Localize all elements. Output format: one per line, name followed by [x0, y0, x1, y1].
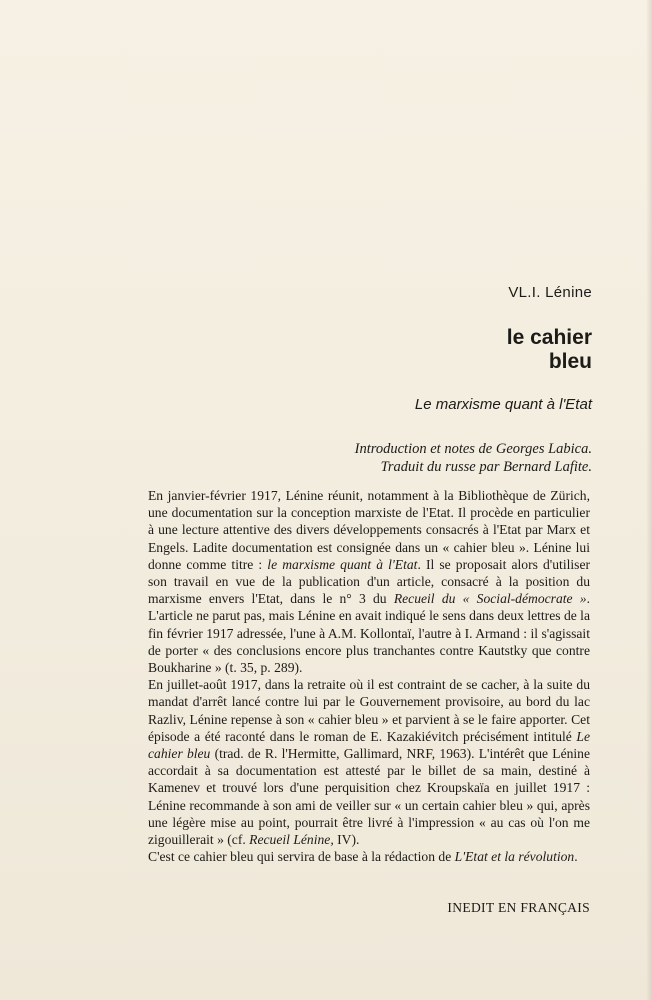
unpublished-notice: INEDIT EN FRANÇAIS	[447, 900, 590, 915]
p2-italic-novel: Le cahier bleu	[148, 728, 590, 762]
book-subtitle: Le marxisme quant à l'Etat	[414, 396, 592, 413]
p1-italic-title: le marxisme quant à l'Etat	[267, 556, 418, 572]
blurb-paragraph-3	[148, 848, 590, 865]
credits-translation: Traduit du russe par Bernard Lafite.	[380, 459, 592, 475]
p3-text-c: .	[574, 849, 578, 865]
blurb-paragraph-2	[148, 676, 590, 848]
p2-italic-recueil: Recueil Lénine,	[249, 832, 334, 848]
book-title	[507, 326, 592, 374]
page-edge-shadow	[646, 0, 652, 1000]
author-name: VL.I. Lénine	[508, 284, 592, 301]
p3-italic-work: L'Etat et la révolution	[454, 849, 575, 865]
p1-text-e: . L'article ne parut pas, mais Lénine en avait indiqué le sens dans deux lettres de la fin février 1917 adressée, l'une à A.M. Kollontaï, l'autre à I. Armand : il s'agissait de porter « des conclusions encore plus tranchantes contre Kautstky que contre Boukharine » (t. 35, p. 289).	[148, 591, 590, 676]
p1-text-c: . Il se proposait alors d'utiliser son travail en vue de la publication d'un article, consacré à la position du marxisme envers l'Etat, dans le n° 3 du	[148, 556, 591, 607]
p2-text-e: IV).	[333, 832, 360, 848]
p1-italic-recueil: Recueil du « Social-démocrate »	[393, 591, 587, 607]
blurb-paragraph-1	[148, 487, 590, 676]
book-title-line-2: bleu	[548, 350, 592, 373]
book-title-line-1: le cahier	[506, 326, 592, 349]
credits	[355, 440, 592, 476]
p2-text-c: (trad. de R. l'Hermitte, Gallimard, NRF, 1963). L'intérêt que Lénine accordait à sa documentation est attesté par le billet de sa main, destiné à Kamenev et trouvé lors d'une perquisition chez Kroupskaïa en juillet 1917 : Lénine recommande à son ami de veiller sur « un certain cahier bleu » qui, après une légère mise au point, pourrait être livré à l'impression « au cas où l'on me zigouillerait » (cf.	[148, 746, 591, 848]
credits-introduction: Introduction et notes de Georges Labica.	[354, 441, 592, 457]
p1-text-a: En janvier-février 1917, Lénine réunit, notamment à la Bibliothèque de Zürich, une documentation sur la conception marxiste de l'Etat. Il procède en particulier à une lecture attentive des divers développements consacrés à l'Etat par Marx et Engels. Ladite documentation est consignée dans un « cahier bleu ». Lénine lui donne comme titre :	[148, 488, 590, 572]
blurb-text	[148, 487, 590, 865]
p3-text-a: C'est ce cahier bleu qui servira de base à la rédaction de	[148, 849, 455, 865]
p2-text-a: En juillet-août 1917, dans la retraite où il est contraint de se cacher, à la suite du mandat d'arrêt lancé contre lui par le Gouvernement provisoire, au bord du lac Razliv, Lénine repense à son « cahier bleu » et parvient à se le faire apporter. Cet épisode a été raconté dans le roman de E. Kazakiévitch précisément intitulé	[148, 677, 590, 744]
